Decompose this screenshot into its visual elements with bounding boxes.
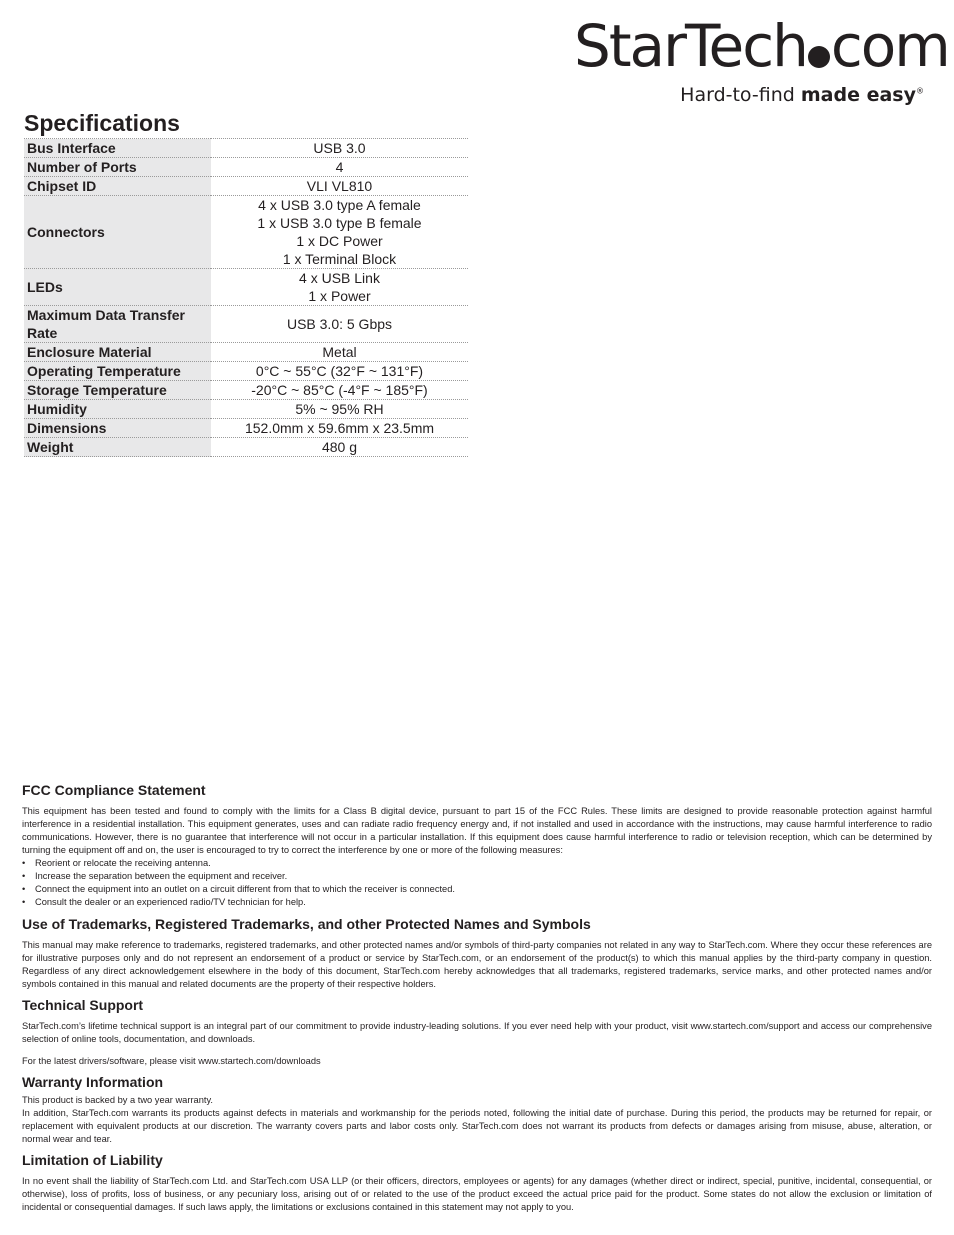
spec-value-line: 480 g <box>321 439 358 455</box>
spec-label: Maximum Data Transfer Rate <box>24 306 211 343</box>
logo-dot-icon <box>808 46 830 68</box>
spec-label: LEDs <box>24 269 211 306</box>
warranty-section <box>22 1074 932 1146</box>
spec-value-line: VLI VL810 <box>306 178 373 194</box>
spec-value <box>211 196 468 269</box>
table-row <box>24 158 468 177</box>
spec-value-line: 4 <box>335 159 344 175</box>
list-item: • Connect the equipment into an outlet on a circuit different from that to which the receiver is connected. <box>22 883 932 896</box>
support-heading: Technical Support <box>22 997 144 1013</box>
specifications-table <box>24 138 468 457</box>
fcc-heading: FCC Compliance Statement <box>22 782 206 798</box>
registered-mark: ® <box>916 86 924 96</box>
spec-value-line: USB 3.0 <box>313 140 366 156</box>
table-row <box>24 400 468 419</box>
spec-value-line: 1 x Power <box>308 288 371 304</box>
spec-value-line: 152.0mm x 59.6mm x 23.5mm <box>244 420 435 436</box>
spec-label: Bus Interface <box>24 139 211 158</box>
spec-value <box>211 139 468 158</box>
spec-value <box>211 362 468 381</box>
spec-value-line: 1 x USB 3.0 type B female <box>257 215 422 231</box>
table-row <box>24 343 468 362</box>
spec-label: Weight <box>24 438 211 457</box>
liability-heading: Limitation of Liability <box>22 1152 163 1168</box>
table-row <box>24 419 468 438</box>
spec-value <box>211 343 468 362</box>
table-row <box>24 381 468 400</box>
table-row <box>24 196 468 269</box>
spec-value-line: 4 x USB Link <box>299 270 380 286</box>
spec-value <box>211 381 468 400</box>
tagline-light: Hard-to-find <box>680 84 801 106</box>
spec-value-line: Metal <box>322 344 357 360</box>
liability-body: In no event shall the liability of StarTech.com Ltd. and StarTech.com USA LLP (or their officers, directors, employees or agents) for any damages (whether direct or indirect, special, punitive, incidental, consequential, or otherwise), loss of profits, loss of business, or any pecuniary loss, arising out of or related to the use of the product exceed the actual price paid for the product. Some states do not allow the exclusion or limitation of incidental or consequential damages. If such laws apply, the limitations or exclusions contained in this statement may not apply to you. <box>22 1176 932 1212</box>
spec-value-line: 1 x DC Power <box>296 233 383 249</box>
startech-logo <box>574 12 949 106</box>
spec-label: Enclosure Material <box>24 343 211 362</box>
list-item: • Consult the dealer or an experienced radio/TV technician for help. <box>22 896 932 909</box>
fcc-measures-list <box>22 857 932 909</box>
spec-value <box>211 419 468 438</box>
spec-label: Operating Temperature <box>24 362 211 381</box>
trademarks-heading: Use of Trademarks, Registered Trademarks, and other Protected Names and Symbols <box>22 916 591 932</box>
trademarks-section <box>22 916 932 991</box>
spec-label: Connectors <box>24 196 211 269</box>
spec-value <box>211 269 468 306</box>
spec-label: Number of Ports <box>24 158 211 177</box>
table-row <box>24 177 468 196</box>
table-row <box>24 438 468 457</box>
list-item: • Increase the separation between the equipment and receiver. <box>22 870 932 883</box>
support-drivers: For the latest drivers/software, please visit www.startech.com/downloads <box>22 1056 321 1066</box>
spec-label: Dimensions <box>24 419 211 438</box>
table-row <box>24 139 468 158</box>
table-row <box>24 362 468 381</box>
specifications-title: Specifications <box>24 110 180 136</box>
spec-value-line: USB 3.0: 5 Gbps <box>286 316 393 332</box>
spec-value-line: -20°C ~ 85°C (-4°F ~ 185°F) <box>251 382 428 398</box>
support-section <box>22 997 932 1068</box>
tagline-bold: made easy <box>800 84 916 106</box>
spec-value-line: 1 x Terminal Block <box>282 251 397 267</box>
liability-section <box>22 1152 932 1214</box>
warranty-heading: Warranty Information <box>22 1074 164 1090</box>
trademarks-body: This manual may make reference to trademarks, registered trademarks, and other protected names and/or symbols of third-party companies not related in any way to StarTech.com. Where they occur these references are for illustrative purposes only and do not represent an endorsement of a product or service by StarTech.com, or an endorsement of the product(s) to which this manual applies by the third-party company in question. Regardless of any direct acknowledgement elsewhere in the body of this document, StarTech.com hereby acknowledges that all trademarks, registered trademarks, service marks, and other protected names and/or symbols contained in this manual and related documents are the property of their respective holders. <box>22 940 932 989</box>
spec-value-line: 0°C ~ 55°C (32°F ~ 131°F) <box>255 363 424 379</box>
spec-label: Humidity <box>24 400 211 419</box>
spec-value <box>211 177 468 196</box>
fcc-section <box>22 782 932 909</box>
spec-value <box>211 306 468 343</box>
spec-value <box>211 438 468 457</box>
spec-label: Chipset ID <box>24 177 211 196</box>
warranty-body: In addition, StarTech.com warrants its products against defects in materials and workmanship for the periods noted, following the initial date of purchase. During this period, the products may be returned for repair, or replacement with equivalent products at our discretion. The warranty covers parts and labor costs only. StarTech.com does not warrant its products from defects or damages arising from misuse, abuse, alteration, or normal wear and tear. <box>22 1108 932 1144</box>
fcc-body: This equipment has been tested and found to comply with the limits for a Class B digital device, pursuant to part 15 of the FCC Rules. These limits are designed to provide reasonable protection against harmful interference in a residential installation. This equipment generates, uses and can radiate radio frequency energy and, if not installed and used in accordance with the instructions, may cause harmful interference to radio communications. However, there is no guarantee that interference will not occur in a particular installation. If this equipment does cause harmful interference to radio or television reception, which can be determined by turning the equipment off and on, the user is encouraged to try to correct the interference by one or more of the following measures: <box>22 806 932 855</box>
table-row <box>24 306 468 343</box>
logo-tagline <box>574 84 924 106</box>
list-item: • Reorient or relocate the receiving antenna. <box>22 857 932 870</box>
support-body: StarTech.com’s lifetime technical support is an integral part of our commitment to provide industry-leading solutions. If you ever need help with your product, visit www.startech.com/support and access our comprehensive selection of online tools, documentation, and downloads. <box>22 1021 932 1044</box>
spec-value <box>211 158 468 177</box>
warranty-line: This product is backed by a two year warranty. <box>22 1095 214 1105</box>
logo-name-part1: StarTech <box>574 12 807 80</box>
logo-wordmark <box>574 12 949 80</box>
spec-value <box>211 400 468 419</box>
logo-name-part2: com <box>830 12 949 80</box>
spec-value-line: 5% ~ 95% RH <box>295 401 384 417</box>
table-row <box>24 269 468 306</box>
spec-label: Storage Temperature <box>24 381 211 400</box>
legal-section <box>22 782 932 1220</box>
specifications-body <box>24 139 468 457</box>
spec-value-line: 4 x USB 3.0 type A female <box>258 197 421 213</box>
